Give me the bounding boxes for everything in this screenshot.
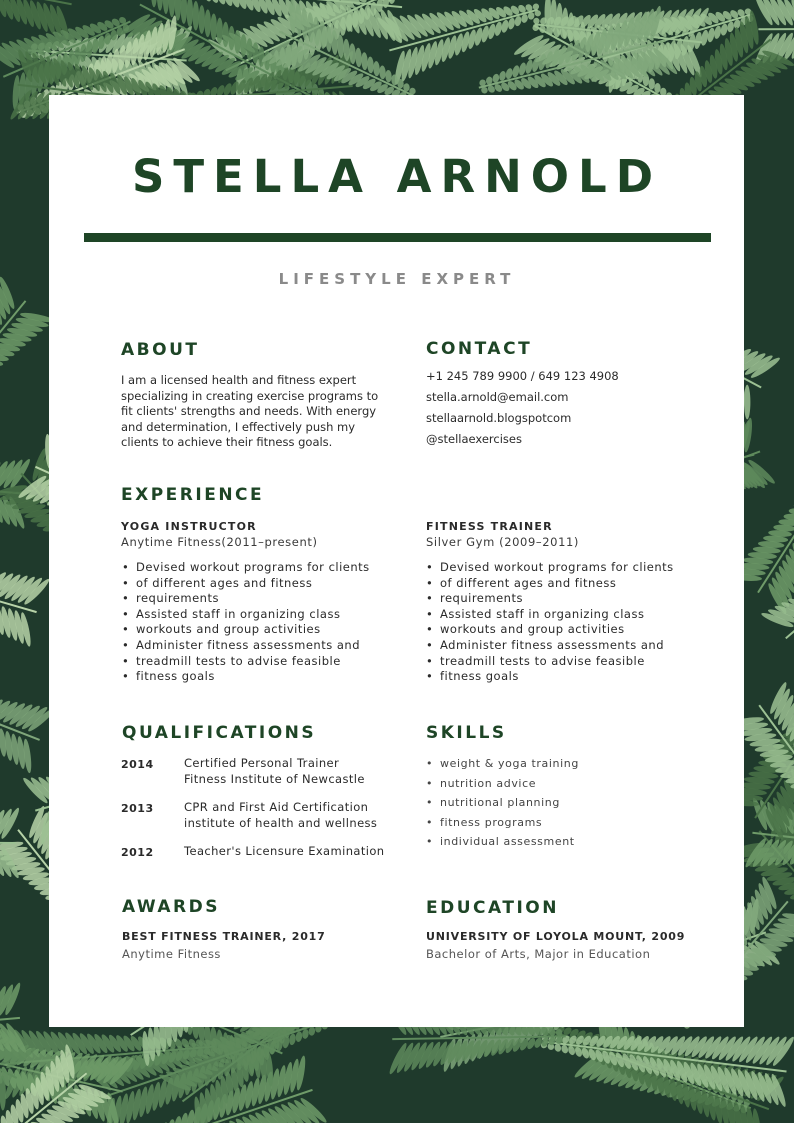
- qualifications-heading: QUALIFICATIONS: [122, 723, 317, 743]
- job-bullet: • requirements: [121, 591, 370, 607]
- qualification-name: Certified Personal Trainer: [184, 756, 340, 770]
- about-line: fit clients' strengths and needs. With energy: [121, 404, 377, 418]
- job-bullet: • Assisted staff in organizing class: [121, 607, 370, 623]
- qualification-details: [184, 844, 384, 860]
- job-bullet: • workouts and group activities: [425, 622, 674, 638]
- job-bullet: • treadmill tests to advise feasible: [425, 654, 674, 670]
- qualification-year: 2012: [121, 846, 154, 859]
- about-line: specializing in creating exercise programs to: [121, 388, 379, 403]
- contact-email[interactable]: stella.arnold@email.com: [426, 390, 569, 404]
- contact-social[interactable]: @stellaexercises: [426, 432, 522, 446]
- contact-list: [426, 369, 619, 453]
- job-bullet: • Devised workout programs for clients: [121, 560, 370, 576]
- qualification-year: 2014: [121, 758, 154, 771]
- award-title: BEST FITNESS TRAINER, 2017: [122, 930, 326, 943]
- job-bullet: • treadmill tests to advise feasible: [121, 654, 370, 670]
- education-degree: Bachelor of Arts, Major in Education: [426, 947, 651, 961]
- about-heading: ABOUT: [121, 340, 200, 360]
- awards-heading: AWARDS: [122, 897, 220, 917]
- job-bullet: • of different ages and fitness: [121, 576, 370, 592]
- job-bullet: • fitness goals: [121, 669, 370, 685]
- education-heading: EDUCATION: [426, 898, 559, 918]
- job-bullet: • fitness goals: [425, 669, 674, 685]
- education-school: UNIVERSITY OF LOYOLA MOUNT, 2009: [426, 930, 686, 943]
- about-text: [121, 373, 378, 451]
- skill-item: • weight & yoga training: [425, 754, 579, 774]
- skill-item: • nutrition advice: [425, 774, 579, 794]
- qualification-institution: institute of health and wellness: [184, 815, 378, 830]
- about-line: I am a licensed health and fitness expert: [121, 373, 357, 387]
- qualification-name: CPR and First Aid Certification: [184, 800, 369, 814]
- contact-phone: +1 245 789 9900 / 649 123 4908: [426, 369, 619, 383]
- job-bullet: • Administer fitness assessments and: [121, 638, 370, 654]
- skill-item: • individual assessment: [425, 832, 579, 852]
- header-divider: [84, 233, 711, 242]
- job-bullet: • Assisted staff in organizing class: [425, 607, 674, 623]
- job-title-subtitle: LIFESTYLE EXPERT: [278, 270, 516, 288]
- qualification-institution: Fitness Institute of Newcastle: [184, 771, 365, 786]
- job-bullet: • Devised workout programs for clients: [425, 560, 674, 576]
- about-line: and determination, I effectively push my: [121, 419, 356, 434]
- award-organization: Anytime Fitness: [122, 947, 221, 961]
- skills-list: [425, 754, 579, 852]
- job-title: YOGA INSTRUCTOR: [121, 520, 257, 533]
- job-title: FITNESS TRAINER: [426, 520, 553, 533]
- skills-heading: SKILLS: [426, 723, 507, 743]
- contact-website[interactable]: stellaarnold.blogspotcom: [426, 411, 572, 425]
- skill-item: • nutritional planning: [425, 793, 579, 813]
- qualification-details: [184, 800, 377, 831]
- qualification-year: 2013: [121, 802, 154, 815]
- job-bullet: • requirements: [425, 591, 674, 607]
- job-bullet: • Administer fitness assessments and: [425, 638, 674, 654]
- job-bullet: • of different ages and fitness: [425, 576, 674, 592]
- skill-item: • fitness programs: [425, 813, 579, 833]
- job-bullets: [425, 560, 674, 685]
- contact-heading: CONTACT: [426, 339, 533, 359]
- experience-heading: EXPERIENCE: [121, 485, 265, 505]
- about-line: clients to achieve their fitness goals.: [121, 435, 333, 449]
- qualification-name: Teacher's Licensure Examination: [184, 844, 385, 858]
- job-bullets: [121, 560, 370, 685]
- candidate-name: STELLA ARNOLD: [131, 150, 663, 203]
- qualification-details: [184, 756, 365, 787]
- job-employer: Silver Gym (2009–2011): [426, 535, 579, 549]
- job-employer: Anytime Fitness(2011–present): [121, 535, 318, 549]
- job-bullet: • workouts and group activities: [121, 622, 370, 638]
